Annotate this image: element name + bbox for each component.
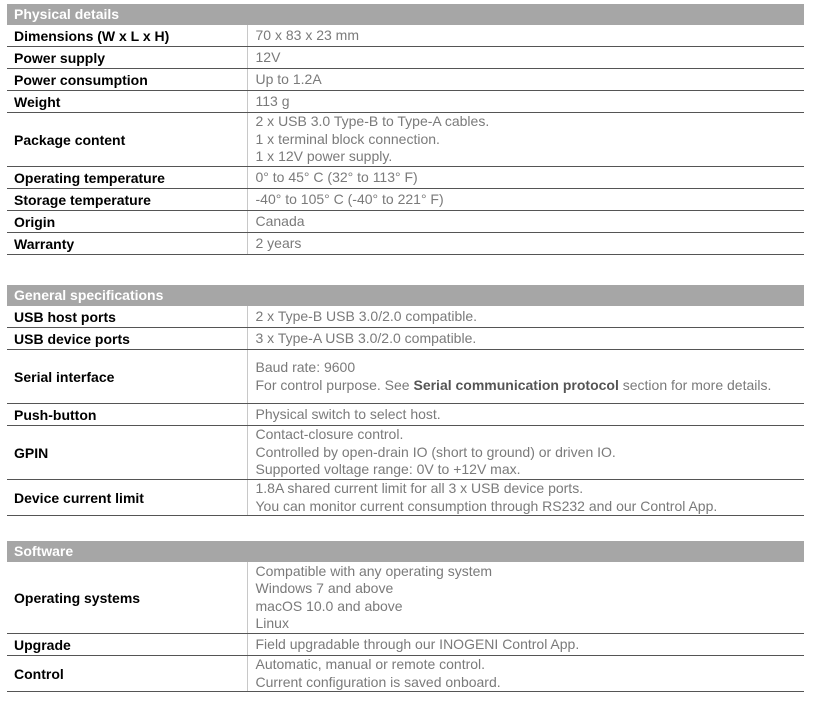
spec-label: Power consumption bbox=[7, 69, 247, 91]
spec-label: Push-button bbox=[7, 404, 247, 426]
spec-row bbox=[7, 404, 804, 426]
spec-value bbox=[247, 634, 804, 656]
spec-label: Upgrade bbox=[7, 634, 247, 656]
spec-value bbox=[247, 350, 804, 404]
spec-value-line: Windows 7 and above bbox=[255, 580, 394, 596]
spec-row bbox=[7, 113, 804, 167]
spec-value-line: Controlled by open-drain IO (short to ground) or driven IO. bbox=[255, 443, 616, 460]
spec-value-line: Contact-closure control. bbox=[255, 426, 404, 443]
spec-value bbox=[247, 113, 804, 167]
spec-row bbox=[7, 426, 804, 480]
physical-details-body bbox=[7, 4, 804, 255]
spec-value bbox=[247, 69, 804, 91]
software-table bbox=[7, 541, 804, 692]
spec-value-line: 1.8A shared current limit for all 3 x USB device ports. bbox=[255, 480, 584, 496]
spec-value-line: Canada bbox=[255, 212, 305, 229]
spec-value-line bbox=[256, 377, 805, 395]
spec-value bbox=[247, 480, 804, 516]
spec-value-line: Supported voltage range: 0V to +12V max. bbox=[255, 461, 521, 478]
serial-protocol-reference: Serial communication protocol bbox=[413, 376, 619, 393]
spec-value bbox=[247, 211, 804, 233]
section-title: Physical details bbox=[7, 4, 804, 25]
spec-label: Warranty bbox=[7, 233, 247, 255]
spec-value-line: Automatic, manual or remote control. bbox=[255, 656, 486, 672]
spec-value-line: Compatible with any operating system bbox=[255, 562, 493, 579]
spec-value-line: 2 x Type-B USB 3.0/2.0 compatible. bbox=[255, 307, 478, 324]
spec-label: Origin bbox=[7, 211, 247, 233]
section-title: General specifications bbox=[7, 285, 804, 306]
spec-value bbox=[247, 306, 804, 328]
spec-label: Dimensions (W x L x H) bbox=[7, 25, 247, 47]
spec-value-line: 3 x Type-A USB 3.0/2.0 compatible. bbox=[255, 329, 477, 346]
spec-value-line: Linux bbox=[255, 615, 289, 631]
spec-row bbox=[7, 167, 804, 189]
rich-text-before: For control purpose. See bbox=[255, 376, 414, 393]
spec-value-line: 70 x 83 x 23 mm bbox=[255, 26, 359, 43]
spec-value-line: Up to 1.2A bbox=[255, 70, 322, 87]
spec-value-line: Physical switch to select host. bbox=[255, 405, 441, 422]
spec-row bbox=[7, 25, 804, 47]
spec-row bbox=[7, 47, 804, 69]
spec-row bbox=[7, 233, 804, 255]
spec-value-line: 1 x 12V power supply. bbox=[255, 148, 393, 165]
rich-text-after: section for more details. bbox=[618, 376, 772, 393]
spec-value-line: 113 g bbox=[255, 92, 290, 109]
spec-value bbox=[247, 328, 804, 350]
spec-label: Control bbox=[7, 656, 247, 692]
spec-value-line: Baud rate: 9600 bbox=[255, 359, 356, 375]
section-title: Software bbox=[7, 541, 804, 562]
section-header bbox=[7, 541, 804, 562]
spec-label: Power supply bbox=[7, 47, 247, 69]
spec-value bbox=[247, 91, 804, 113]
spec-label: GPIN bbox=[7, 426, 247, 480]
spec-label: Storage temperature bbox=[7, 189, 247, 211]
spec-label: Device current limit bbox=[7, 480, 247, 516]
spec-value-line: 12V bbox=[255, 48, 281, 65]
spec-label: Serial interface bbox=[7, 350, 247, 404]
spec-value-line: 0° to 45° C (32° to 113° F) bbox=[255, 168, 418, 185]
spec-label: USB device ports bbox=[7, 328, 247, 350]
spec-row bbox=[7, 328, 804, 350]
spec-row bbox=[7, 211, 804, 233]
spec-value bbox=[247, 167, 804, 189]
physical-details-table bbox=[7, 4, 804, 255]
spec-value bbox=[247, 426, 804, 480]
spec-value-line: -40° to 105° C (-40° to 221° F) bbox=[255, 190, 444, 207]
spec-row bbox=[7, 350, 804, 404]
spec-label: Package content bbox=[7, 113, 247, 167]
spec-value-line: You can monitor current consumption through RS232 and our Control App. bbox=[255, 497, 718, 514]
spec-value-line: Current configuration is saved onboard. bbox=[255, 673, 501, 690]
spec-value-line: macOS 10.0 and above bbox=[255, 597, 403, 614]
spec-row bbox=[7, 69, 804, 91]
section-header bbox=[7, 4, 804, 25]
spec-value bbox=[247, 233, 804, 255]
spec-row bbox=[7, 656, 804, 692]
general-specifications-table bbox=[7, 285, 804, 516]
general-specifications-body bbox=[7, 285, 804, 516]
spec-value-line: 2 x USB 3.0 Type-B to Type-A cables. bbox=[255, 113, 490, 130]
spec-label: Weight bbox=[7, 91, 247, 113]
spec-value bbox=[247, 47, 804, 69]
spec-value bbox=[247, 562, 804, 634]
spec-value bbox=[247, 189, 804, 211]
spec-label: Operating systems bbox=[7, 562, 247, 634]
section-header bbox=[7, 285, 804, 306]
spec-row bbox=[7, 562, 804, 634]
spec-value bbox=[247, 404, 804, 426]
spec-value bbox=[247, 656, 804, 692]
spec-row bbox=[7, 634, 804, 656]
software-body bbox=[7, 541, 804, 692]
spec-row bbox=[7, 306, 804, 328]
spec-value bbox=[247, 25, 804, 47]
spec-value-line: 2 years bbox=[255, 234, 302, 251]
spec-row bbox=[7, 91, 804, 113]
spec-value-line: 1 x terminal block connection. bbox=[255, 130, 440, 147]
spec-value-line: Field upgradable through our INOGENI Control App. bbox=[255, 635, 580, 652]
spec-label: Operating temperature bbox=[7, 167, 247, 189]
spec-row bbox=[7, 480, 804, 516]
spec-label: USB host ports bbox=[7, 306, 247, 328]
spec-row bbox=[7, 189, 804, 211]
